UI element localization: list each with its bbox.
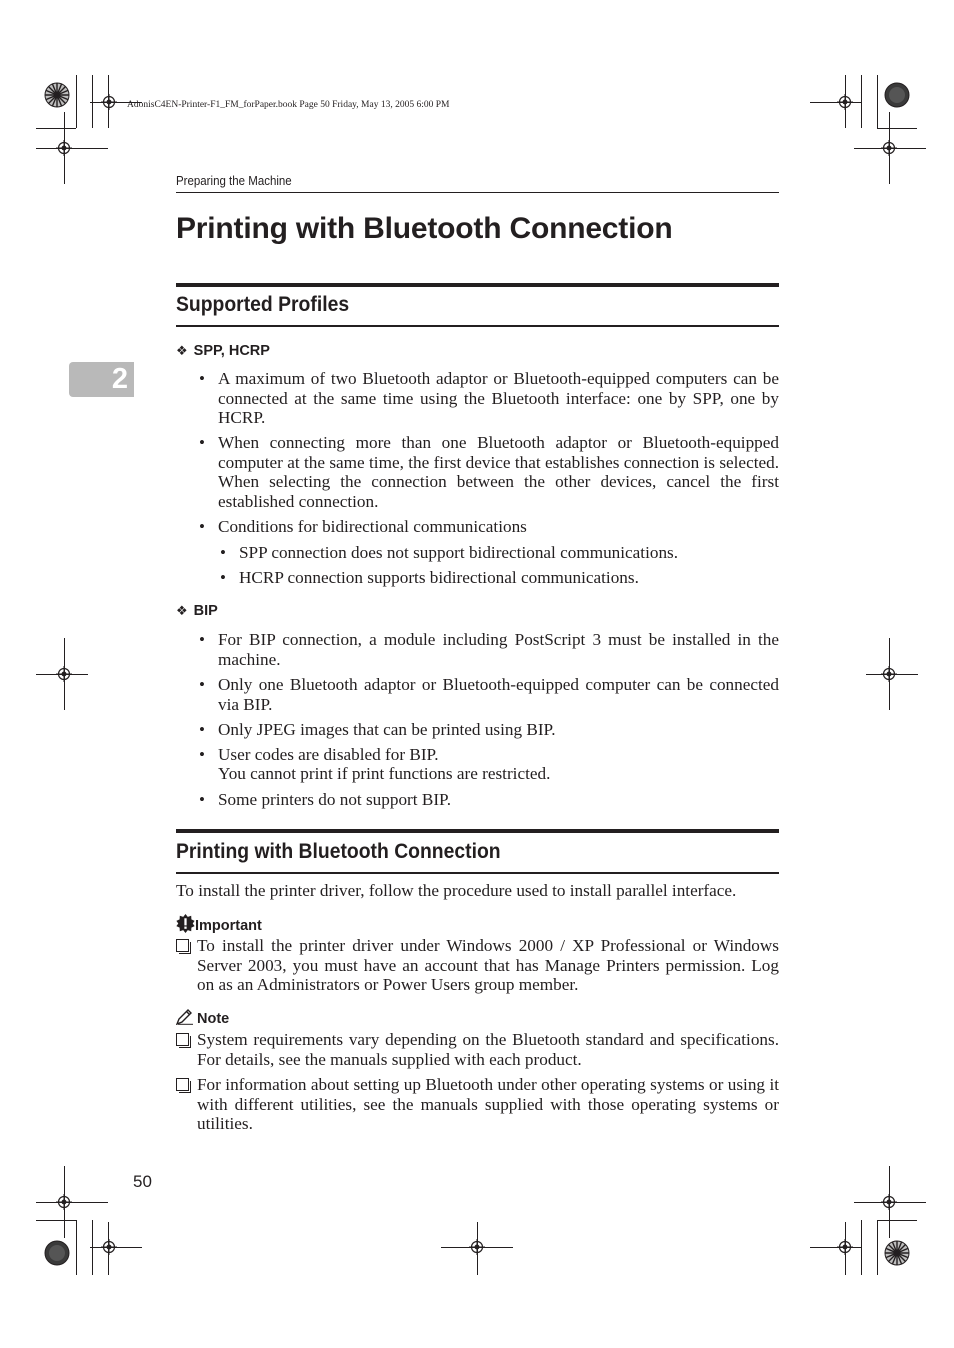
registration-mark-icon [881,140,897,156]
registration-mark-icon [101,1239,117,1255]
gray-patch-icon [44,1240,70,1266]
pencil-note-icon [176,1008,194,1025]
bullet-icon: • [199,517,205,536]
section-heading-printing: Printing with Bluetooth Connection [176,839,501,863]
list-item: Only one Bluetooth adaptor or Bluetooth-equipped computer can be connected via BIP. [218,675,779,714]
list-item: Conditions for bidirectional communications [218,517,527,536]
registration-mark-icon [56,1194,72,1210]
registration-mark-icon [881,666,897,682]
important-label: Important [176,914,262,934]
registration-mark-icon [56,140,72,156]
intro-paragraph: To install the printer driver, follow the procedure used to install parallel interface. [176,881,737,900]
page-number: 50 [133,1172,152,1191]
page-title: Printing with Bluetooth Connection [176,212,673,245]
bullet-icon: • [220,568,226,587]
list-subitem: SPP connection does not support bidirectional communications. [239,543,679,562]
diamond-bullet-icon: ❖ [176,603,188,618]
subheading-bip: ❖ BIP [176,603,218,619]
bullet-icon: • [199,433,205,452]
running-head-rule [176,192,779,193]
section-heading-supported-profiles: Supported Profiles [176,292,350,316]
list-item: For BIP connection, a module including PostScript 3 must be installed in the machine. [218,630,779,669]
list-item: A maximum of two Bluetooth adaptor or Bluetooth-equipped computers can be connected at the same time using the Bluetooth interface: one by SPP, one by HCRP. [218,369,779,427]
list-item: User codes are disabled for BIP. [218,745,439,764]
list-item: When connecting more than one Bluetooth adaptor or Bluetooth-equipped computer at the same time, the first device that establishes connection is selected. When selecting the connection between the other devices, cancel the first established connection. [218,433,779,511]
note-item: For information about setting up Bluetooth under other operating systems or using it with different utilities, see the manuals supplied with those operating systems or utilities. [197,1075,779,1133]
section-rule-bottom [176,872,779,874]
checkbox-bullet-icon [176,939,189,952]
gray-patch-icon [884,82,910,108]
chapter-tab [69,362,134,397]
bullet-icon: • [199,720,205,739]
note-label: Note [176,1008,229,1027]
section-rule-bottom [176,325,779,327]
registration-mark-icon [56,666,72,682]
bullet-icon: • [199,369,205,388]
print-info-slug: AdonisC4EN-Printer-F1_FM_forPaper.book Page 50 Friday, May 13, 2005 6:00 PM [127,100,450,110]
bullet-icon: • [199,675,205,694]
checkbox-bullet-icon [176,1033,189,1046]
bullet-icon: • [220,543,226,562]
bullet-icon: • [199,745,205,764]
list-item: Some printers do not support BIP. [218,790,451,809]
subheading-spp-hcrp: ❖ SPP, HCRP [176,343,270,359]
list-subitem: HCRP connection supports bidirectional communications. [239,568,639,587]
note-item: System requirements vary depending on the Bluetooth standard and specifications. For details, see the manuals supplied with each product. [197,1030,779,1069]
important-icon [176,914,195,933]
chapter-number: 2 [111,363,128,395]
diamond-bullet-icon: ❖ [176,343,188,358]
list-item: Only JPEG images that can be printed using BIP. [218,720,556,739]
list-item-continuation: You cannot print if print functions are restricted. [218,764,551,783]
registration-mark-icon [837,1239,853,1255]
important-item: To install the printer driver under Windows 2000 / XP Professional or Windows Server 2003, you must have an account that has Manage Printers permission. Log on as an Administrators or Power Users group member. [197,936,779,994]
registration-mark-icon [837,94,853,110]
registration-mark-icon [881,1194,897,1210]
bullet-icon: • [199,790,205,809]
registration-mark-icon [101,94,117,110]
star-target-icon [44,82,70,108]
section-rule-top [176,829,779,833]
running-head: Preparing the Machine [176,174,292,188]
registration-mark-icon [469,1239,485,1255]
checkbox-bullet-icon [176,1078,189,1091]
section-rule-top [176,283,779,287]
star-target-icon [884,1240,910,1266]
bullet-icon: • [199,630,205,649]
